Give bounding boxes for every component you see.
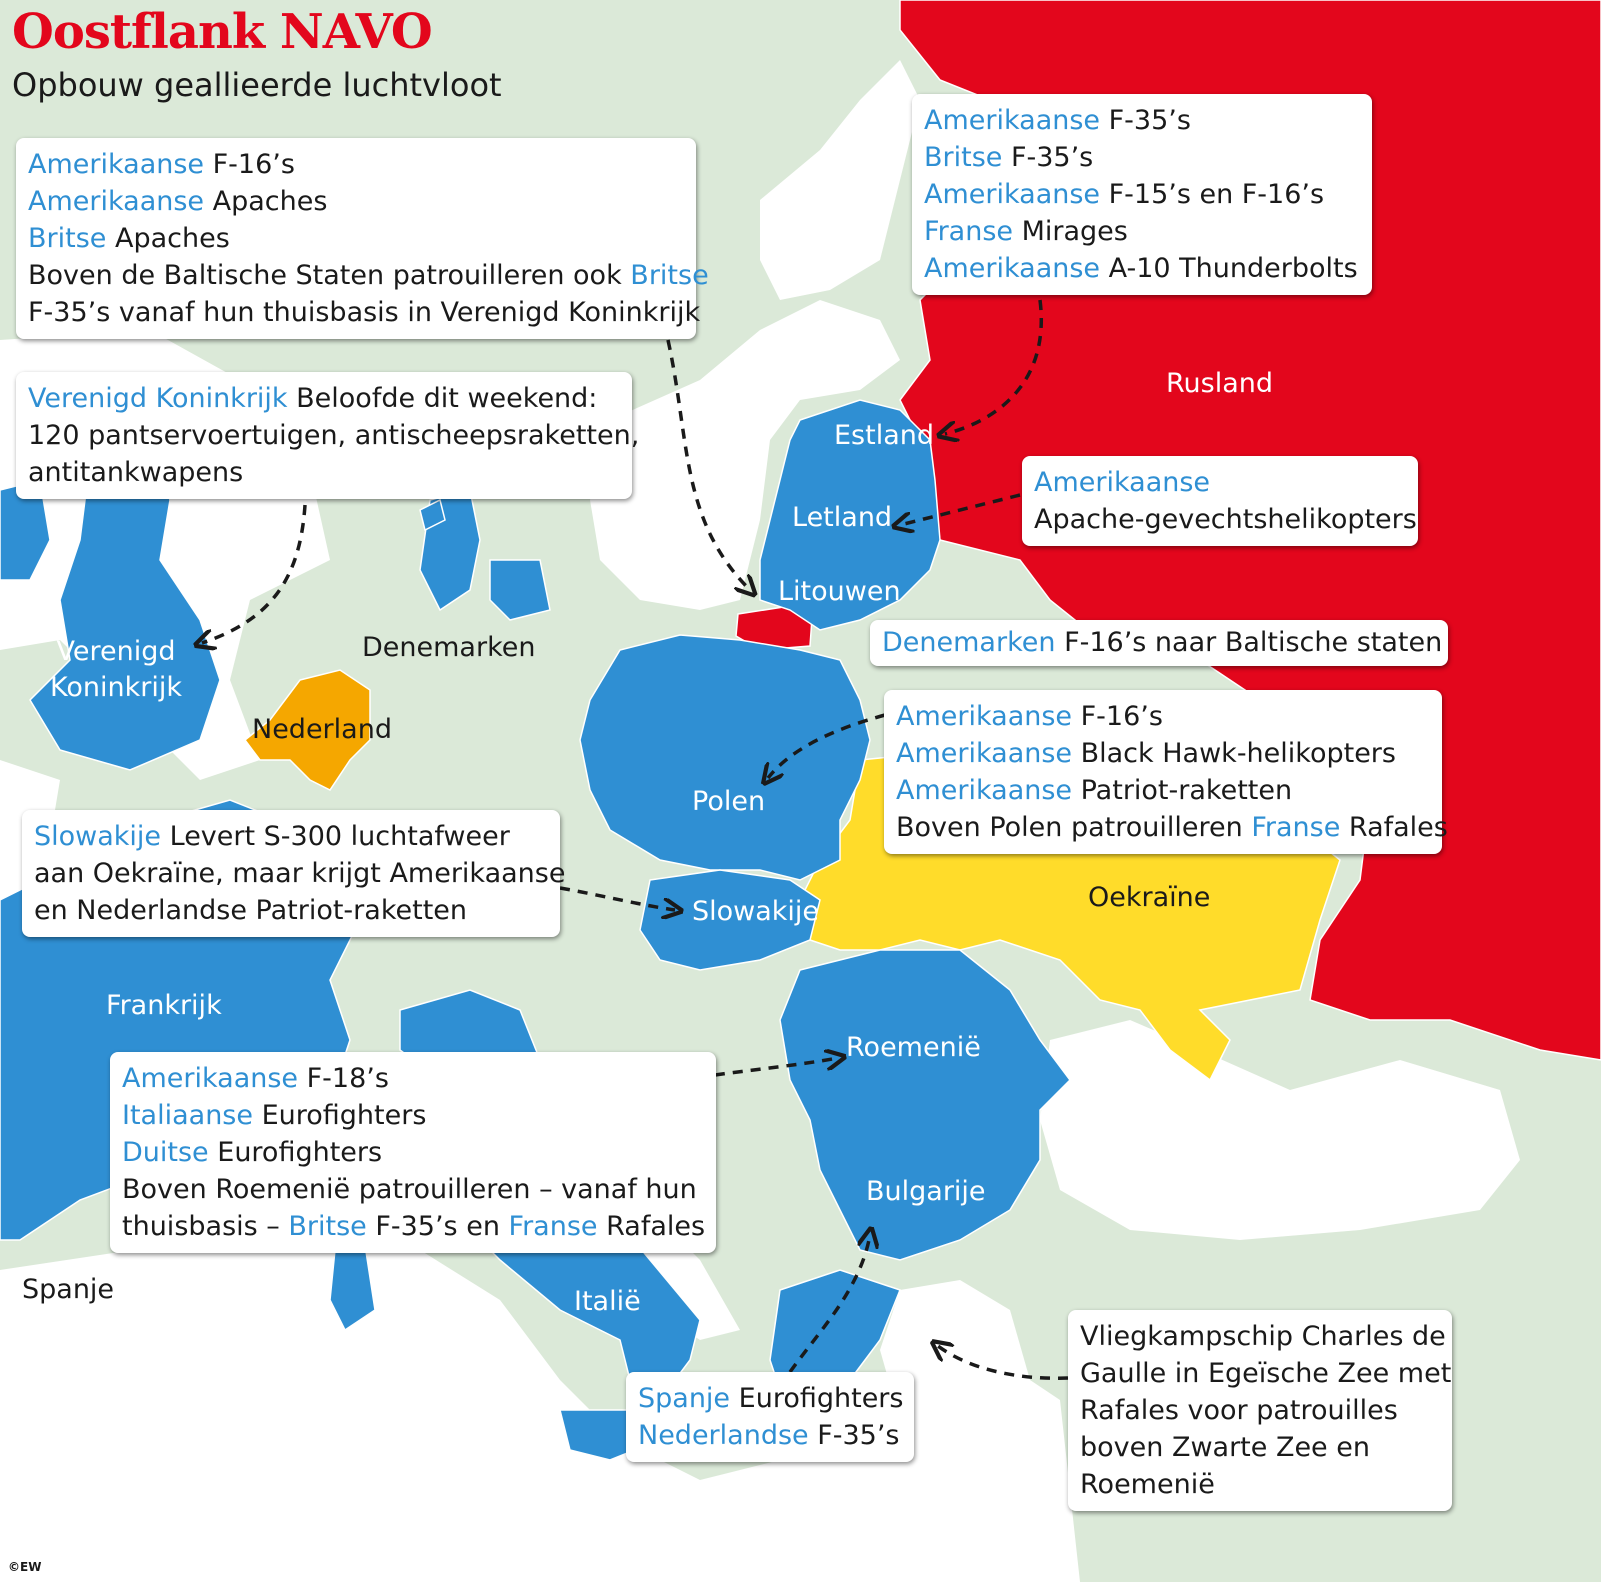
body-text: antitankwapens [28,457,244,488]
callout-line [896,809,1448,846]
label-verenigd-koninkrijk [50,634,182,706]
body-text: 120 pantservoertuigen, antischeepsraketten, [28,420,640,451]
highlight-text: Britse [630,260,709,291]
body-text: Rafales voor patrouilles [1080,1395,1398,1426]
callout-line [924,213,1360,250]
callout-uk [16,372,640,499]
body-text: Rafales [1340,812,1448,843]
body-text: Vliegkampschip Charles de [1080,1321,1446,1352]
body-text: Eurofighters [730,1383,904,1414]
callout-line [1034,501,1417,538]
callout-line [28,454,620,491]
callout-line [1080,1392,1440,1429]
callout-line [122,1134,704,1171]
callout-line [924,139,1360,176]
body-text: Levert S-300 luchtafweer [161,821,510,852]
callout-line [1080,1318,1446,1355]
body-text: Mirages [1013,216,1128,247]
label-bulgarije: Bulgarije [866,1176,986,1207]
label-koninkrijk: Koninkrijk [50,672,182,703]
body-text: Apaches [106,223,230,254]
body-text: Patriot-raketten [1072,775,1293,806]
highlight-text: Amerikaanse [924,253,1101,284]
body-text: Roemenië [1080,1469,1215,1500]
highlight-text: Amerikaanse [896,701,1073,732]
highlight-text: Amerikaanse [28,186,205,217]
body-text: F-35’s [1002,142,1094,173]
callout-line [924,250,1360,287]
label-italie: Italië [574,1286,641,1317]
highlight-text: Slowakije [34,821,162,852]
highlight-text: Verenigd Koninkrijk [28,383,288,414]
callout-line [28,146,684,183]
label-rusland: Rusland [1166,368,1274,399]
callout-line [896,735,1430,772]
highlight-text: Franse [924,216,1014,247]
highlight-text: Amerikaanse [122,1063,299,1094]
label-letland: Letland [792,502,893,533]
label-oekraine: Oekraïne [1088,882,1211,913]
callout-line [924,176,1360,213]
callout-line [1080,1355,1452,1392]
highlight-text: Amerikaanse [1034,467,1211,498]
callout-line [122,1060,704,1097]
callout-slovakia [22,810,566,937]
highlight-text: Italiaanse [122,1100,253,1131]
body-text: Eurofighters [252,1100,427,1131]
body-text: boven Zwarte Zee en [1080,1432,1370,1463]
body-text: aan Oekraïne, maar krijgt Amerikaanse [34,858,566,889]
label-spanje: Spanje [22,1274,115,1305]
body-text: Gaulle in Egeïsche Zee met [1080,1358,1452,1389]
callout-line [1080,1466,1440,1503]
body-text: thuisbasis – [122,1211,289,1242]
label-denemarken: Denemarken [362,632,536,663]
highlight-text: Duitse [122,1137,209,1168]
label-verenigd: Verenigd [56,636,176,667]
body-text: F-16’s [204,149,295,180]
body-text: F-16’s [1072,701,1163,732]
callout-line [28,183,684,220]
body-text: Apache-gevechtshelikopters [1034,504,1417,535]
callout-latvia [1022,456,1418,546]
highlight-text: Amerikaanse [896,738,1073,769]
label-frankrijk: Frankrijk [106,990,222,1021]
body-text: Black Hawk-helikopters [1072,738,1396,769]
callout-carrier [1068,1310,1452,1511]
callout-line [638,1380,902,1417]
highlight-text: Franse [508,1211,598,1242]
body-text: Beloofde dit weekend: [287,383,598,414]
label-litouwen: Litouwen [778,576,901,607]
callout-line [28,220,684,257]
body-text: Apaches [204,186,328,217]
highlight-text: Denemarken [882,627,1056,658]
callout-line [34,892,548,929]
callout-line [882,626,1443,660]
highlight-text: Britse [288,1211,367,1242]
callout-line [28,380,620,417]
callout-line [28,294,701,331]
body-text: F-18’s [298,1063,389,1094]
highlight-text: Amerikaanse [896,775,1073,806]
label-roemenie: Roemenië [846,1032,981,1063]
callout-line [28,417,640,454]
callout-bulgaria [626,1372,914,1462]
callout-line [896,698,1430,735]
page-subtitle: Opbouw geallieerde luchtvloot [12,66,502,104]
callout-estonia [912,94,1372,295]
body-text: F-35’s vanaf hun thuisbasis in Verenigd Koninkrijk [28,297,701,328]
body-text: Boven de Baltische Staten patrouilleren ook [28,260,631,291]
callout-line [122,1097,704,1134]
highlight-text: Amerikaanse [924,105,1101,136]
highlight-text: Franse [1251,812,1341,843]
callout-denmark [870,620,1448,666]
highlight-text: Amerikaanse [28,149,205,180]
body-text: F-16’s naar Baltische staten [1055,627,1443,658]
callout-line [34,855,566,892]
callout-line [638,1417,902,1454]
body-text: Boven Polen patrouilleren [896,812,1252,843]
callout-line [924,102,1360,139]
highlight-text: Britse [924,142,1003,173]
callout-line [122,1208,704,1245]
body-text: en Nederlandse Patriot-raketten [34,895,468,926]
body-text: F-35’s [1100,105,1191,136]
label-slowakije: Slowakije [692,896,820,927]
highlight-text: Britse [28,223,107,254]
body-text: Boven Roemenië patrouilleren – vanaf hun [122,1174,697,1205]
callout-line [896,772,1430,809]
callout-line [1034,464,1406,501]
body-text: F-35’s [808,1420,900,1451]
body-text: F-35’s en [366,1211,509,1242]
body-text: Eurofighters [208,1137,383,1168]
callout-romania [110,1052,716,1253]
highlight-text: Nederlandse [638,1420,809,1451]
callout-line [1080,1429,1440,1466]
callout-west [16,138,709,339]
callout-line [122,1171,704,1208]
callout-poland [884,690,1448,854]
highlight-text: Spanje [638,1383,731,1414]
credit-text: ©EW [8,1560,42,1574]
callout-line [34,818,548,855]
highlight-text: Amerikaanse [924,179,1101,210]
label-nederland: Nederland [252,714,392,745]
label-estland: Estland [834,420,935,451]
page-title: Oostflank NAVO [12,4,432,60]
body-text: Rafales [597,1211,706,1242]
body-text: A-10 Thunderbolts [1100,253,1358,284]
body-text: F-15’s en F-16’s [1100,179,1325,210]
label-polen: Polen [692,786,766,817]
callout-line [28,257,709,294]
